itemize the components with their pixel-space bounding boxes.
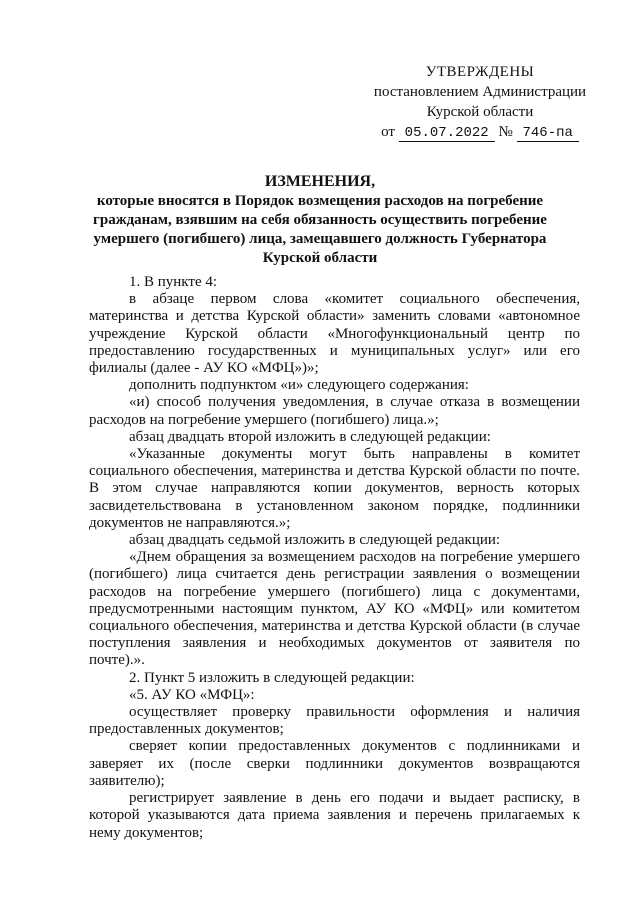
from-label: от [381, 124, 395, 140]
document-subtitle: которые вносятся в Порядок возмещения расходов на погребение гражданам, взявшим на себя обязанность осуществить погребение умершего (погибшего) лица, замещавшего должность Губернатора Курской области [93, 193, 547, 266]
paragraph: «Указанные документы могут быть направлены в комитет социального обеспечения, материнства и детства Курской области по почте. В этом случае направляются копии документов, верность которых засвидетельствована в установленном законом порядке, подлинники документов не направляются.»; [89, 446, 580, 531]
paragraph: регистрирует заявление в день его подачи и выдает расписку, в которой указываются дата приема заявления и перечень прилагаемых к нему документов; [89, 790, 580, 841]
document-body [89, 274, 580, 842]
approval-dateline [360, 122, 600, 143]
paragraph: абзац двадцать второй изложить в следующей редакции: [129, 428, 491, 445]
paragraph: «и) способ получения уведомления, в случае отказа в возмещении расходов на погребение умершего (погибшего) лица.»; [89, 394, 580, 428]
paragraph: в абзаце первом слова «комитет социального обеспечения, материнства и детства Курской области» заменить словами «автономное учреждение Курской области «Многофункциональный центр по предоставлению государственных и муниципальных услуг» или его филиалы (далее - АУ КО «МФЦ»)»; [89, 291, 580, 377]
approval-issuer: постановлением Администрации [373, 84, 587, 100]
document-heading [90, 172, 550, 268]
approval-number: 746-па [517, 125, 579, 142]
paragraph: «5. АУ КО «МФЦ»: [129, 686, 255, 703]
approval-date: 05.07.2022 [399, 125, 495, 142]
document-title: ИЗМЕНЕНИЯ, [264, 173, 376, 190]
number-label: № [498, 124, 513, 140]
paragraph: абзац двадцать седьмой изложить в следующей редакции: [129, 532, 501, 549]
paragraph: «Днем обращения за возмещением расходов на погребение умершего (погибшего) лица считается день регистрации заявления о возмещении расходов на погребение умершего (погибшего) лица с документами, предусмотренными настоящим пунктом, АУ КО «МФЦ» или комитетом социального обеспечения, материнства и детства Курской области (в случае поступления заявления и необходимых документов от заявителя по почте).». [89, 549, 580, 669]
paragraph: 2. Пункт 5 изложить в следующей редакции: [129, 669, 415, 686]
paragraph: сверяет копии предоставленных документов с подлинниками и заверяет их (после сверки подлинники документов возвращаются заявителю); [89, 738, 580, 789]
approval-region: Курской области [426, 104, 534, 120]
approval-title: УТВЕРЖДЕНЫ [425, 64, 535, 80]
approval-stamp [360, 62, 600, 143]
paragraph: дополнить подпунктом «и» следующего содержания: [129, 377, 469, 394]
paragraph: осуществляет проверку правильности оформления и наличия предоставленных документов; [89, 704, 580, 738]
paragraph: 1. В пункте 4: [129, 274, 218, 290]
